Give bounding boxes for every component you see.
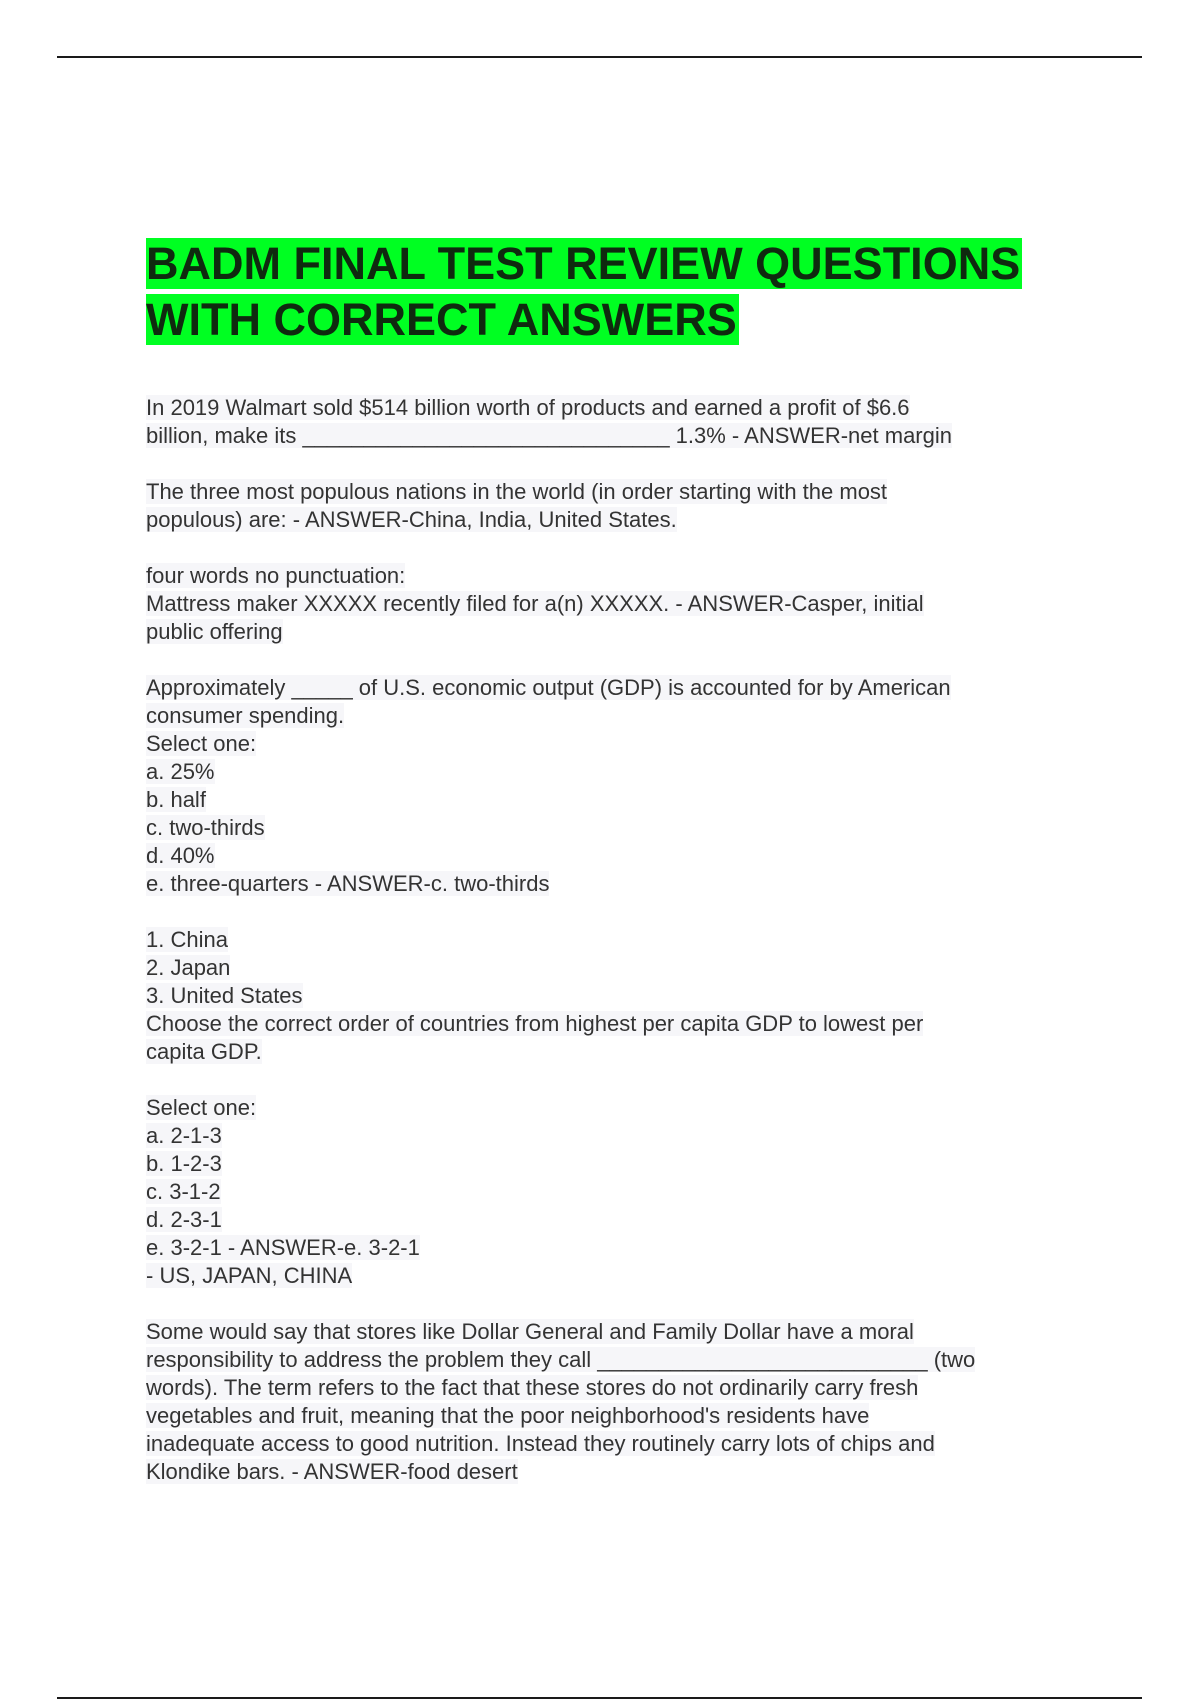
text-line-content: billion, make its ______________________________ 1.3% - ANSWER-net margin (146, 423, 952, 448)
document-body (146, 236, 1076, 1514)
text-line (146, 1206, 1076, 1234)
text-line (146, 870, 1076, 898)
text-line-content: populous) are: - ANSWER-China, India, United States. (146, 507, 677, 532)
text-line-content: e. three-quarters - ANSWER-c. two-thirds (146, 871, 550, 896)
text-line (146, 1122, 1076, 1150)
text-line-content: e. 3-2-1 - ANSWER-e. 3-2-1 (146, 1235, 420, 1260)
text-line-content: b. 1-2-3 (146, 1151, 222, 1176)
text-line (146, 1318, 1076, 1346)
question-block (146, 1318, 1076, 1486)
text-line (146, 1150, 1076, 1178)
text-line-content: inadequate access to good nutrition. Instead they routinely carry lots of chips and (146, 1431, 935, 1456)
text-line (146, 562, 1076, 590)
text-line (146, 758, 1076, 786)
text-line (146, 1402, 1076, 1430)
text-line (146, 1010, 1076, 1038)
text-line (146, 478, 1076, 506)
text-line-content: c. two-thirds (146, 815, 265, 840)
text-line-content: - US, JAPAN, CHINA (146, 1263, 353, 1288)
text-line (146, 1262, 1076, 1290)
text-line (146, 1430, 1076, 1458)
text-line-content: d. 40% (146, 843, 215, 868)
text-line-content: Some would say that stores like Dollar General and Family Dollar have a moral (146, 1319, 914, 1344)
text-line (146, 1094, 1076, 1122)
text-line-content: Select one: (146, 1095, 257, 1120)
text-line (146, 674, 1076, 702)
text-line-content: 3. United States (146, 983, 303, 1008)
text-line-content: Choose the correct order of countries from highest per capita GDP to lowest per (146, 1011, 924, 1036)
text-line-content: c. 3-1-2 (146, 1179, 221, 1204)
text-line (146, 506, 1076, 534)
text-line-content: public offering (146, 619, 283, 644)
text-line (146, 786, 1076, 814)
text-line (146, 1346, 1076, 1374)
text-line (146, 618, 1076, 646)
text-line-content: The three most populous nations in the world (in order starting with the most (146, 479, 888, 504)
text-line-content: capita GDP. (146, 1039, 262, 1064)
text-line-content: Klondike bars. - ANSWER-food desert (146, 1459, 518, 1484)
text-line-content: four words no punctuation: (146, 563, 406, 588)
text-line (146, 1458, 1076, 1486)
question-block (146, 1094, 1076, 1290)
top-rule (57, 56, 1142, 58)
text-line (146, 982, 1076, 1010)
text-line-content: Mattress maker XXXXX recently filed for a(n) XXXXX. - ANSWER-Casper, initial (146, 591, 924, 616)
text-line (146, 842, 1076, 870)
text-line (146, 926, 1076, 954)
bottom-rule (57, 1697, 1142, 1699)
text-line-content: consumer spending. (146, 703, 345, 728)
text-line (146, 422, 1076, 450)
question-block (146, 478, 1076, 534)
text-line-content: words). The term refers to the fact that these stores do not ordinarily carry fresh (146, 1375, 919, 1400)
text-line (146, 814, 1076, 842)
text-line (146, 590, 1076, 618)
question-block (146, 562, 1076, 646)
text-line (146, 730, 1076, 758)
text-line (146, 1178, 1076, 1206)
text-line-content: a. 25% (146, 759, 215, 784)
text-line-content: d. 2-3-1 (146, 1207, 222, 1232)
text-line-content: 2. Japan (146, 955, 231, 980)
text-line (146, 702, 1076, 730)
text-line (146, 1038, 1076, 1066)
question-block (146, 926, 1076, 1066)
title-highlight: BADM FINAL TEST REVIEW QUESTIONS WITH CORRECT ANSWERS (146, 238, 1021, 345)
text-line (146, 1234, 1076, 1262)
text-line (146, 954, 1076, 982)
text-line-content: b. half (146, 787, 206, 812)
question-block (146, 394, 1076, 450)
text-line-content: Approximately _____ of U.S. economic output (GDP) is accounted for by American (146, 675, 951, 700)
question-list (146, 394, 1076, 1486)
text-line-content: a. 2-1-3 (146, 1123, 222, 1148)
text-line-content: vegetables and fruit, meaning that the poor neighborhood's residents have (146, 1403, 870, 1428)
text-line-content: In 2019 Walmart sold $514 billion worth of products and earned a profit of $6.6 (146, 395, 910, 420)
text-line (146, 1374, 1076, 1402)
question-block (146, 674, 1076, 898)
text-line-content: 1. China (146, 927, 228, 952)
text-line (146, 394, 1076, 422)
document-title (146, 236, 1076, 348)
text-line-content: Select one: (146, 731, 257, 756)
text-line-content: responsibility to address the problem they call ___________________________ (two (146, 1347, 976, 1372)
